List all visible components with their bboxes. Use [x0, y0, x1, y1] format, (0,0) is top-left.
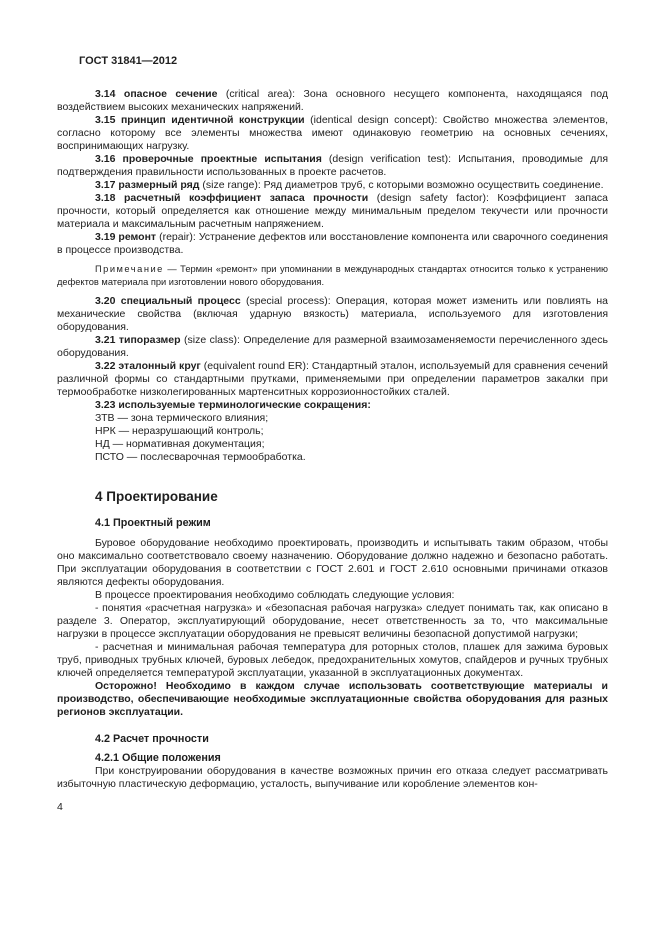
term-definition: (identical design concept): Свойство множества элементов, согласно которому все элементы множества имеют одинаковую геометрию на основных сечениях, воспринимающих нагрузку. [57, 114, 608, 152]
section-4-2-heading: 4.2 Расчет прочности [95, 733, 209, 745]
term-definition: (critical area): Зона основного несущего компонента, находящаяся под воздействием высоких механических напряжений. [57, 88, 608, 113]
term-title: 3.20 специальный процесс [95, 295, 241, 307]
term-3-14 [57, 88, 608, 114]
abbreviation-item: ЗТВ — зона термического влияния; [95, 412, 269, 424]
term-title: 3.18 расчетный коэффициент запаса прочности [95, 192, 369, 204]
term-title: 3.21 типоразмер [95, 334, 181, 346]
body-paragraph: В процессе проектирования необходимо соблюдать следующие условия: [95, 589, 455, 601]
term-3-19 [57, 231, 608, 257]
body-paragraph: Буровое оборудование необходимо проектировать, производить и испытывать таким образом, чтобы оно максимально соответствовало своему назначению. Оборудование должно надежно и безопасно работать. При эксплуатации оборудования в соответствии с ГОСТ 2.601 и ГОСТ 2.610 основными причинами отказов являются дефекты оборудования. [57, 537, 608, 588]
abbreviation-item: НД — нормативная документация; [95, 438, 265, 450]
document-header: ГОСТ 31841—2012 [79, 55, 178, 67]
term-3-18 [57, 192, 608, 231]
page-number: 4 [57, 801, 63, 813]
term-3-21 [57, 334, 608, 360]
term-3-16 [57, 153, 608, 179]
term-definition: (design safety factor): Коэффициент запаса прочности, который определяется как отношение между минимальным пределом текучести или прочности материала и максимальным расчетным напряжением. [57, 192, 608, 230]
body-paragraph: - расчетная и минимальная рабочая температура для роторных столов, плашек для зажима буровых труб, приводных трубных ключей, буровых лебедок, предохранительных хомутов, спайдеров и ручных трубных ключей определяется температурой эксплуатации, указанной в эксплуатационных документах. [57, 641, 608, 679]
section-4-2-1-heading: 4.2.1 Общие положения [95, 752, 221, 764]
abbreviation-item: НРК — неразрушающий контроль; [95, 425, 264, 437]
term-definition: (equivalent round ER): Стандартный эталон, используемый для сравнения сечений различной формы со стандартными прутками, применяемыми при определении параметров закалки при термообработке низколегированных мартенситных коррозионностойких сталей. [57, 360, 608, 398]
term-3-15 [57, 114, 608, 153]
body-paragraph: При конструировании оборудования в качестве возможных причин его отказа следует рассматривать избыточную пластическую деформацию, усталость, выпучивание или коробление элементов кон- [57, 765, 608, 790]
term-title: 3.22 эталонный круг [95, 360, 201, 372]
term-definition: (size class): Определение для размерной взаимозаменяемости перечисленного здесь оборудования. [57, 334, 608, 359]
term-3-20 [57, 295, 608, 334]
term-title: 3.17 размерный ряд [95, 179, 200, 191]
term-definition: (size range): Ряд диаметров труб, с которыми возможно осуществить соединение. [199, 179, 604, 191]
note-label: Примечание [95, 264, 164, 274]
term-definition: (repair): Устранение дефектов или восстановление компонента или сварочного соединения в процессе производства. [57, 231, 608, 256]
note-text: — Термин «ремонт» при упоминании в международных стандартах относится только к устранению дефектов материала при изготовлении нового оборудования. [57, 264, 608, 287]
term-3-22 [57, 360, 608, 399]
note-paragraph [57, 263, 608, 289]
term-definition: (design verification test): Испытания, проводимые для подтверждения правильности использованных в проекте расчетов. [57, 153, 609, 178]
term-3-17 [57, 179, 608, 192]
term-title: 3.23 используемые терминологические сокращения: [95, 399, 371, 411]
section-4-heading: 4 Проектирование [95, 489, 218, 504]
body-paragraph: - понятия «расчетная нагрузка» и «безопасная рабочая нагрузка» следует понимать так, как описано в разделе 3. Оператор, эксплуатирующий оборудование, несет ответственность за то, что максимальные нагрузки в процессе эксплуатации оборудования не превысят величины безопасной допустимой нагрузки; [57, 602, 608, 640]
term-definition: (special process): Операция, которая может изменить или повлиять на механические свойства (включая ударную вязкость) материала, используемого для изготовления оборудования. [57, 295, 608, 333]
term-3-23 [57, 399, 608, 412]
term-title: 3.15 принцип идентичной конструкции [95, 114, 305, 126]
warning-paragraph: Осторожно! Необходимо в каждом случае использовать соответствующие материалы и производство, обеспечивающие необходимые эксплуатационные свойства оборудования для разных регионов эксплуатации. [57, 680, 608, 718]
term-title: 3.19 ремонт [95, 231, 157, 243]
term-title: 3.16 проверочные проектные испытания [95, 153, 322, 165]
term-title: 3.14 опасное сечение [95, 88, 218, 100]
section-4-1-heading: 4.1 Проектный режим [95, 517, 211, 529]
abbreviation-item: ПСТО — послесварочная термообработка. [95, 451, 306, 463]
